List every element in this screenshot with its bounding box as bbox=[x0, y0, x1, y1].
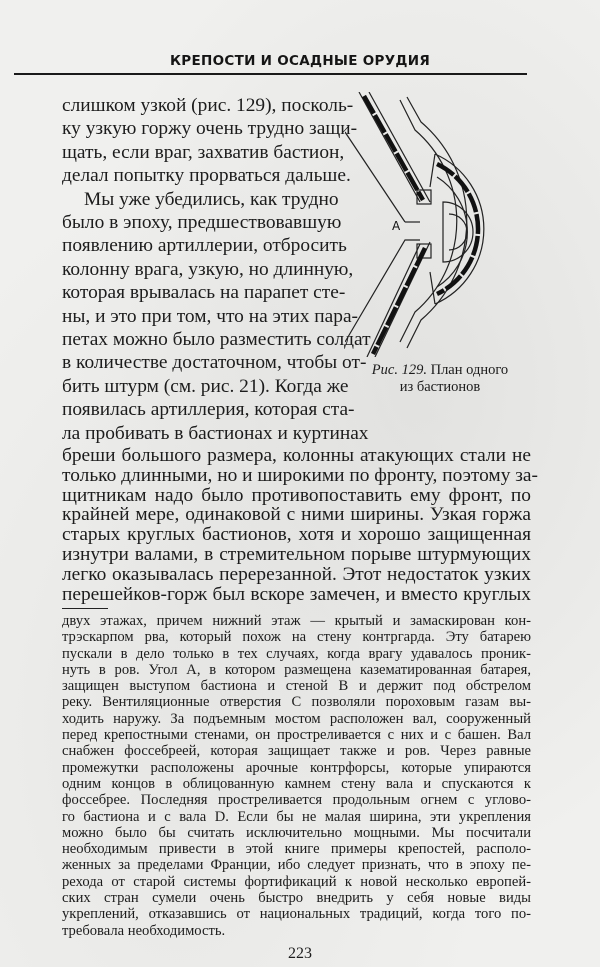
text-line: щать, если враг, захватив бастион, bbox=[62, 141, 345, 163]
text-line: Мы уже убедились, как трудно bbox=[84, 188, 339, 210]
footnote-line: нуть в ров. Угол А, в котором размещена казематированная батарея, bbox=[62, 661, 531, 678]
footnote-line: необходимым привести в этой книге примеры крепостей, располо- bbox=[62, 841, 531, 858]
running-head: КРЕПОСТИ И ОСАДНЫЕ ОРУДИЯ bbox=[169, 53, 431, 69]
footnote-line: го бастиона и с вала D. Если бы не малая ширина, эти укрепления bbox=[62, 808, 531, 825]
text-line: легко оказывалась перерезанной. Этот недостаток узких bbox=[62, 563, 531, 585]
text-line: старых круглых бастионов, хотя и хорошо защищенная bbox=[62, 524, 531, 546]
text-line: перешейков-горж был вскоре замечен, и вместо круглых bbox=[62, 583, 531, 605]
text-line: ла пробивать в бастионах и куртинах bbox=[62, 422, 369, 444]
footnote-line: одним концов в облицованную камнем стену вала и спускаются к bbox=[62, 775, 531, 792]
text-line: в количестве достаточном, чтобы от- bbox=[62, 352, 367, 374]
figure-caption bbox=[350, 362, 530, 396]
footnote-line: женных за пределами Франции, ибо следует признать, что в эпоху пе- bbox=[62, 857, 531, 874]
body-text-narrow bbox=[62, 94, 371, 445]
footnote-line: пускали в дело только в тех случаях, когда врагу удавалось проник- bbox=[62, 645, 531, 662]
text-line: колонну врага, узкую, но длинную, bbox=[62, 258, 354, 280]
footnote-line: фоссебрее. Последняя простреливается продольным огнем с углово- bbox=[62, 792, 531, 809]
text-line: ку узкую горжу очень трудно защи- bbox=[62, 118, 358, 140]
text-line: появилась артиллерия, которая ста- bbox=[62, 399, 355, 421]
text-line: щитникам надо было противопоставить ему фронт, по bbox=[62, 484, 531, 506]
footnote-line: снабжен фоссебреей, которая защищает также и ров. Через равные bbox=[62, 743, 531, 760]
footnote bbox=[62, 613, 531, 939]
footnote-line: промежутки расположены арочные контрфорсы, которые упираются bbox=[62, 759, 531, 776]
footnote-rule bbox=[62, 608, 108, 609]
footnote-line: ходить наружу. За подъемным мостом расположен вал, сооруженный bbox=[62, 710, 531, 727]
caption-text-2: из бастионов bbox=[399, 379, 481, 395]
text-line: бить штурм (см. рис. 21). Когда же bbox=[62, 375, 349, 397]
caption-figure-number: Рис. 129. bbox=[371, 362, 427, 378]
footnote-line: укреплений, отказавшись от национальных традиций, когда того по- bbox=[62, 906, 531, 923]
footnote-line: трэскарпом рва, который похож на стену контргарда. Эту батарею bbox=[62, 629, 531, 646]
body-text-wide bbox=[62, 445, 538, 605]
text-line: которая врывалась на парапет сте- bbox=[62, 282, 346, 304]
text-line: появлению артиллерии, отбросить bbox=[62, 235, 347, 257]
figure-label-a: A bbox=[392, 219, 401, 233]
footnote-line: требовала необходимость. bbox=[62, 922, 226, 939]
text-line: крайней мере, одинаковой с ними ширины. Узкая горжа bbox=[62, 504, 531, 526]
page-number: 223 bbox=[288, 945, 312, 962]
text-line: бреши большого размера, колонны атакующих стали не bbox=[62, 445, 531, 466]
text-line: только длинными, но и широкими по фронту, поэтому за- bbox=[62, 464, 538, 486]
text-line: петах можно было разместить солдат bbox=[62, 329, 371, 351]
footnote-line: двух этажах, причем нижний этаж — крытый и замаскирован кон- bbox=[62, 613, 531, 629]
caption-text-1: План одного bbox=[430, 362, 509, 378]
header-rule bbox=[14, 73, 527, 75]
bastion-plan-drawing bbox=[345, 92, 555, 357]
text-line: слишком узкой (рис. 129), посколь- bbox=[62, 95, 354, 116]
footnote-line: защищен выступом бастиона и стеной В и держит под обстрелом bbox=[62, 678, 531, 695]
footnote-line: реку. Вентиляционные отверстия С позволяли пороховым газам вы- bbox=[62, 694, 531, 711]
text-line: ны, и это при том, что на этих пара- bbox=[62, 305, 359, 327]
footnote-line: рехода от старой системы фортификаций к новой несколько европей- bbox=[62, 873, 531, 890]
bastion-plan-figure bbox=[345, 92, 555, 357]
footnote-line: ских стран сумели очень быстро внедрить у себя новые виды bbox=[62, 890, 531, 907]
footnote-line: можно было бы считать исключительно мощными. Мы посчитали bbox=[62, 824, 531, 841]
footnote-line: перед крепостными стенами, он простреливается с них и с башен. Вал bbox=[62, 727, 531, 744]
text-line: было в эпоху, предшествовавшую bbox=[62, 212, 342, 234]
text-line: изнутри валами, в стремительном порыве штурмующих bbox=[62, 543, 531, 565]
text-line: делал попытку прорваться дальше. bbox=[62, 165, 351, 187]
